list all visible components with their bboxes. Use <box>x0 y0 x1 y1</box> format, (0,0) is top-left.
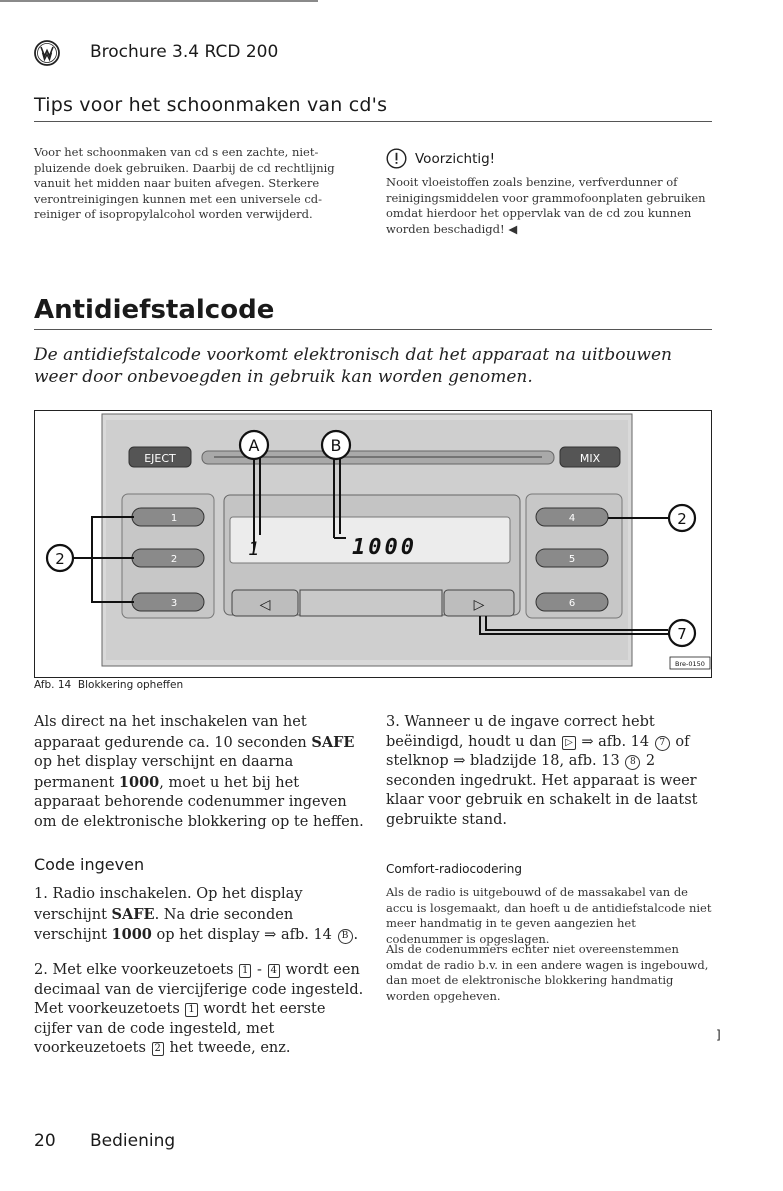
svg-text:1: 1 <box>170 513 178 524</box>
ref-b: B <box>338 929 353 944</box>
callout-a-label: A <box>248 436 260 455</box>
svg-text:2: 2 <box>170 554 178 565</box>
key-4: 4 <box>268 964 280 978</box>
comfort-paragraph-2: Als de codenummers echter niet overeenstemmen omdat de radio b.v. in een andere wagen is ingebouwd, dan moet de elektronische blokkering handmatig worden opgeheven. <box>386 942 709 1003</box>
center-strip <box>300 590 442 616</box>
figure-caption: Afb. 14 Blokkering opheffen <box>34 679 184 691</box>
preset-button-3 <box>132 593 204 611</box>
mix-label: MIX <box>579 452 601 465</box>
caution-heading <box>386 148 495 169</box>
key-right-arrow: ▷ <box>562 736 576 750</box>
ref-7: 7 <box>655 736 670 751</box>
preset-button-1 <box>132 508 204 526</box>
step-3: 3. Wanneer u de ingave correct hebt beëindigd, houdt u dan ▷ ⇒ afb. 14 7 of stelknop ⇒ bladzijde 18, afb. 13 8 2 seconden ingedrukt. Het apparaat is weer klaar voor gebruik en schakelt in de laatst gebruikte stand. <box>386 714 698 828</box>
tips-text: Voor het schoonmaken van cd s een zachte, niet-pluizende doek gebruiken. Daarbij de cd rechtlijnig vanuit het midden naar buiten afvegen. Sterkere verontreinigingen kunnen met een universele cd-reiniger of isopropylalcohol worden verwijderd. <box>34 145 335 222</box>
top-rule <box>0 0 318 2</box>
step-1: 1. Radio inschakelen. Op het display verschijnt SAFE. Na drie seconden verschijnt 1000 op het display ⇒ afb. 14 B . <box>34 886 359 944</box>
radio-figure <box>34 410 712 678</box>
svg-text:3: 3 <box>170 598 178 609</box>
key-2: 2 <box>152 1042 164 1056</box>
caution-title: Voorzichtig! <box>415 150 496 167</box>
tips-heading: Tips voor het schoonmaken van cd's <box>34 94 388 116</box>
svg-text:6: 6 <box>568 598 576 609</box>
comfort-paragraph-1: Als de radio is uitgebouwd of de massakabel van de accu is losgemaakt, dan hoeft u de antidiefstalcode niet meer handmatig in te geven aangezien het codenummer is opgeslagen. <box>386 885 712 946</box>
display-left: 1 <box>248 538 260 560</box>
svg-text:5: 5 <box>568 554 576 565</box>
section-intro: De antidiefstalcode voorkomt elektronisch dat het apparaat na uitbouwen weer door onbevoegden in gebruik kan worden genomen. <box>34 345 672 387</box>
caution-text: Nooit vloeistoffen zoals benzine, verfverdunner of reinigingsmiddelen voor grammofoonplaten gebruiken omdat hierdoor het oppervlak van de cd zou kunnen worden beschadigd! ◀ <box>386 175 706 236</box>
svg-text:4: 4 <box>568 513 576 524</box>
arrow-left-label: ◁ <box>259 597 271 613</box>
caution-icon <box>386 148 407 169</box>
ref-8: 8 <box>625 755 640 770</box>
callout-2-right-label: 2 <box>677 510 687 528</box>
comfort-heading: Comfort-radiocodering <box>386 862 522 876</box>
divider <box>34 121 712 122</box>
arrow-right-label: ▷ <box>473 597 485 613</box>
preset-button-4 <box>536 508 608 526</box>
divider <box>34 329 712 330</box>
callout-2-left-label: 2 <box>55 550 65 568</box>
preset-button-2 <box>132 549 204 567</box>
end-marker-icon: ◀ <box>508 221 518 236</box>
page-title: Antidiefstalcode <box>34 295 275 325</box>
intro-paragraph: Als direct na het inschakelen van het apparaat gedurende ca. 10 seconden SAFE op het display verschijnt en daarna permanent 1000, moet u het bij het apparaat behorende codenummer ingeven om de elektronische blokkering op te heffen. <box>34 714 364 830</box>
figure-code: Bre-0150 <box>675 660 705 668</box>
mix-button <box>560 447 620 467</box>
page-number: 20 <box>34 1131 56 1151</box>
eject-label: EJECT <box>144 452 176 465</box>
callout-b-label: B <box>330 436 342 455</box>
key-1: 1 <box>185 1003 197 1017</box>
step-2: 2. Met elke voorkeuzetoets 1 - 4 wordt een decimaal van de viercijferige code ingesteld. Met voorkeuzetoets 1 wordt het eerste cijfer van de code ingesteld, met voorkeuzetoets 2 het tweede, enz. <box>34 962 364 1057</box>
vw-logo <box>34 40 60 66</box>
brochure-title: Brochure 3.4 RCD 200 <box>90 42 279 62</box>
code-heading: Code ingeven <box>34 855 145 874</box>
key-1: 1 <box>239 964 251 978</box>
preset-button-6 <box>536 593 608 611</box>
display-code: 1000 <box>352 535 417 560</box>
end-marker: ] <box>716 1028 721 1042</box>
preset-button-5 <box>536 549 608 567</box>
eject-button <box>129 447 191 467</box>
section-name: Bediening <box>90 1131 176 1151</box>
callout-7-label: 7 <box>677 625 687 643</box>
